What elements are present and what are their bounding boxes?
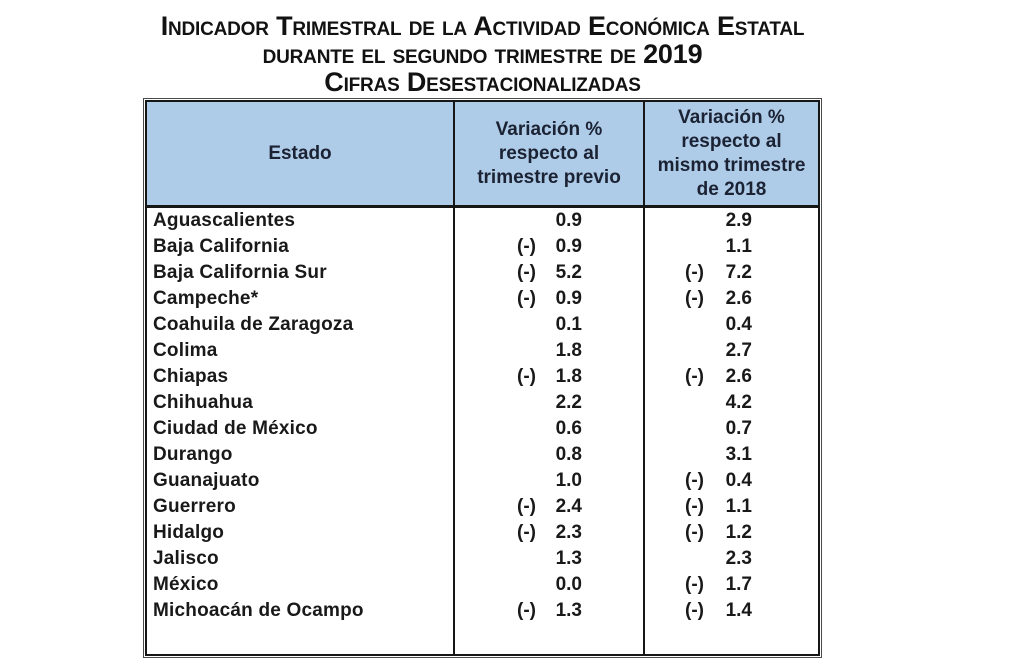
prev-quarter-value-cell bbox=[453, 572, 643, 598]
prev-quarter-value-cell bbox=[453, 208, 643, 234]
prev-quarter-value: 0.9 bbox=[555, 288, 582, 309]
yoy-value-cell bbox=[643, 546, 818, 572]
yoy-value-cell bbox=[643, 208, 818, 234]
negative-sign: (-) bbox=[685, 496, 704, 517]
prev-quarter-value-cell bbox=[453, 416, 643, 442]
negative-sign: (-) bbox=[685, 288, 704, 309]
page-title bbox=[143, 0, 822, 96]
state-name-cell: Baja California Sur bbox=[153, 262, 327, 283]
table-header-row bbox=[147, 102, 818, 208]
yoy-value: 2.7 bbox=[725, 340, 752, 361]
prev-quarter-value: 5.2 bbox=[555, 262, 582, 283]
table-row bbox=[147, 520, 818, 546]
prev-quarter-value: 0.0 bbox=[555, 574, 582, 595]
prev-quarter-value: 1.3 bbox=[555, 548, 582, 569]
yoy-value: 2.9 bbox=[725, 210, 752, 231]
table-row bbox=[147, 468, 818, 494]
prev-quarter-value-cell bbox=[453, 286, 643, 312]
page-title-line2: durante el segundo trimestre de 2019 bbox=[262, 39, 703, 69]
state-name-cell: Guanajuato bbox=[153, 470, 260, 491]
negative-sign: (-) bbox=[517, 236, 536, 257]
table-row bbox=[147, 364, 818, 390]
yoy-value-cell bbox=[643, 416, 818, 442]
prev-quarter-value: 1.3 bbox=[555, 600, 582, 621]
yoy-value-cell bbox=[643, 390, 818, 416]
yoy-value: 1.2 bbox=[725, 522, 752, 543]
yoy-value-cell bbox=[643, 286, 818, 312]
header-cell-estado: Estado bbox=[268, 142, 332, 164]
data-table bbox=[145, 100, 820, 656]
table-row bbox=[147, 572, 818, 598]
prev-quarter-value: 0.9 bbox=[555, 236, 582, 257]
table-row bbox=[147, 208, 818, 234]
prev-quarter-value-cell bbox=[453, 520, 643, 546]
prev-quarter-value: 0.1 bbox=[555, 314, 582, 335]
report-content bbox=[143, 0, 822, 658]
state-name-cell: Ciudad de México bbox=[153, 418, 318, 439]
negative-sign: (-) bbox=[685, 366, 704, 387]
yoy-value-cell bbox=[643, 624, 818, 654]
prev-quarter-value-cell bbox=[453, 442, 643, 468]
prev-quarter-value: 1.8 bbox=[555, 340, 582, 361]
data-table-outer-border bbox=[143, 98, 822, 658]
state-name-cell: Chihuahua bbox=[153, 392, 253, 413]
yoy-value: 2.6 bbox=[725, 366, 752, 387]
table-row bbox=[147, 494, 818, 520]
table-row bbox=[147, 338, 818, 364]
page-title-line3: Cifras Desestacionalizadas bbox=[324, 67, 641, 97]
yoy-value: 2.6 bbox=[725, 288, 752, 309]
state-name-cell: Coahuila de Zaragoza bbox=[153, 314, 354, 335]
prev-quarter-value: 2.4 bbox=[555, 496, 582, 517]
yoy-value-cell bbox=[643, 572, 818, 598]
table-row bbox=[147, 390, 818, 416]
header-cell-variacion-trimestre-previo: Variación % respecto al trimestre previo bbox=[453, 102, 643, 205]
negative-sign: (-) bbox=[685, 470, 704, 491]
prev-quarter-value-cell bbox=[453, 624, 643, 654]
yoy-value: 1.1 bbox=[725, 236, 752, 257]
yoy-value: 1.4 bbox=[725, 600, 752, 621]
prev-quarter-value-cell bbox=[453, 338, 643, 364]
table-row-clipped bbox=[147, 624, 818, 654]
state-name-cell: Aguascalientes bbox=[153, 210, 296, 231]
yoy-value: 0.7 bbox=[725, 418, 752, 439]
yoy-value: 7.2 bbox=[725, 262, 752, 283]
state-name-cell: Chiapas bbox=[153, 366, 229, 387]
table-row bbox=[147, 234, 818, 260]
yoy-value: 3.1 bbox=[725, 444, 752, 465]
state-name-cell bbox=[147, 624, 453, 654]
prev-quarter-value: 0.6 bbox=[555, 418, 582, 439]
prev-quarter-value-cell bbox=[453, 364, 643, 390]
yoy-value-cell bbox=[643, 494, 818, 520]
prev-quarter-value: 1.8 bbox=[555, 366, 582, 387]
state-name-cell: Jalisco bbox=[153, 548, 219, 569]
prev-quarter-value-cell bbox=[453, 260, 643, 286]
yoy-value-cell bbox=[643, 234, 818, 260]
yoy-value-cell bbox=[643, 364, 818, 390]
yoy-value-cell bbox=[643, 312, 818, 338]
page-title-line1: Indicador Trimestral de la Actividad Económica Estatal bbox=[160, 11, 805, 41]
yoy-value-cell bbox=[643, 520, 818, 546]
yoy-value-cell bbox=[643, 442, 818, 468]
header-cell-variacion-mismo-trimestre-2018: Variación % respecto al mismo trimestre de 2018 bbox=[643, 102, 818, 205]
prev-quarter-value-cell bbox=[453, 494, 643, 520]
prev-quarter-value-cell bbox=[453, 390, 643, 416]
negative-sign: (-) bbox=[517, 366, 536, 387]
state-name-cell: Guerrero bbox=[153, 496, 236, 517]
yoy-value-cell bbox=[643, 260, 818, 286]
prev-quarter-value: 2.3 bbox=[555, 522, 582, 543]
negative-sign: (-) bbox=[517, 496, 536, 517]
yoy-value: 1.1 bbox=[725, 496, 752, 517]
prev-quarter-value-cell bbox=[453, 234, 643, 260]
negative-sign: (-) bbox=[517, 288, 536, 309]
table-row bbox=[147, 442, 818, 468]
prev-quarter-value-cell bbox=[453, 468, 643, 494]
negative-sign: (-) bbox=[517, 522, 536, 543]
negative-sign: (-) bbox=[517, 262, 536, 283]
yoy-value: 2.3 bbox=[725, 548, 752, 569]
prev-quarter-value-cell bbox=[453, 598, 643, 624]
table-row bbox=[147, 416, 818, 442]
state-name-cell: Hidalgo bbox=[153, 522, 225, 543]
yoy-value-cell bbox=[643, 468, 818, 494]
prev-quarter-value-cell bbox=[453, 312, 643, 338]
state-name-cell: Michoacán de Ocampo bbox=[153, 600, 364, 621]
negative-sign: (-) bbox=[685, 522, 704, 543]
yoy-value: 0.4 bbox=[725, 470, 752, 491]
prev-quarter-value-cell bbox=[453, 546, 643, 572]
prev-quarter-value: 0.9 bbox=[555, 210, 582, 231]
table-row bbox=[147, 260, 818, 286]
yoy-value: 1.7 bbox=[725, 574, 752, 595]
table-row bbox=[147, 598, 818, 624]
state-name-cell: Baja California bbox=[153, 236, 290, 257]
yoy-value: 0.4 bbox=[725, 314, 752, 335]
negative-sign: (-) bbox=[685, 600, 704, 621]
prev-quarter-value: 0.8 bbox=[555, 444, 582, 465]
state-name-cell: Campeche* bbox=[153, 288, 259, 309]
state-name-cell: México bbox=[153, 574, 219, 595]
table-row bbox=[147, 286, 818, 312]
table-row bbox=[147, 312, 818, 338]
state-name-cell: Colima bbox=[153, 340, 218, 361]
table-row bbox=[147, 546, 818, 572]
state-name-cell: Durango bbox=[153, 444, 233, 465]
yoy-value: 4.2 bbox=[725, 392, 752, 413]
prev-quarter-value: 1.0 bbox=[555, 470, 582, 491]
yoy-value-cell bbox=[643, 598, 818, 624]
negative-sign: (-) bbox=[517, 600, 536, 621]
negative-sign: (-) bbox=[685, 262, 704, 283]
yoy-value-cell bbox=[643, 338, 818, 364]
negative-sign: (-) bbox=[685, 574, 704, 595]
prev-quarter-value: 2.2 bbox=[555, 392, 582, 413]
